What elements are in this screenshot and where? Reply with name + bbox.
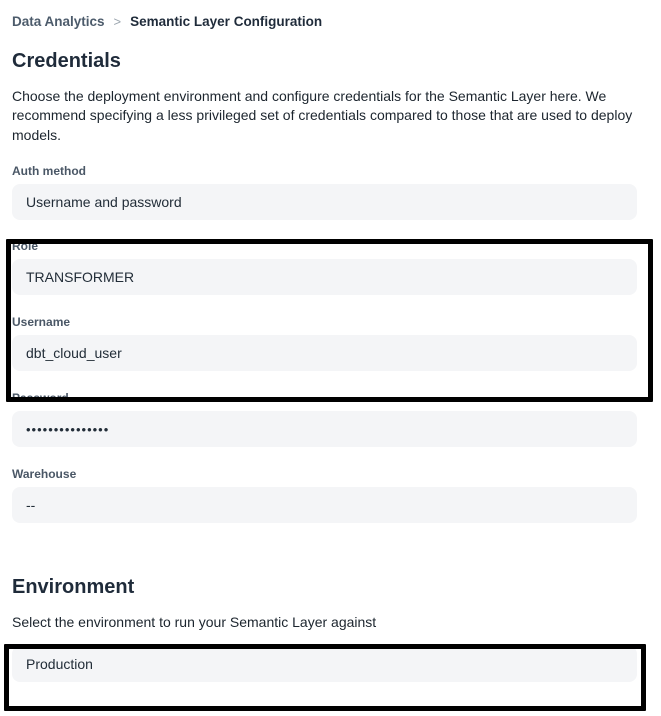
semantic-layer-config-page	[0, 13, 661, 716]
username-field-group	[12, 315, 637, 371]
environment-select[interactable]	[12, 646, 637, 682]
username-label: Username	[12, 315, 71, 330]
credentials-heading: Credentials	[12, 50, 121, 72]
breadcrumb-item-current: Semantic Layer Configuration	[130, 14, 323, 29]
environment-description: Select the environment to run your Semantic Layer against	[12, 614, 377, 631]
password-input[interactable]	[12, 411, 637, 447]
environment-field-group	[12, 646, 637, 682]
environment-heading: Environment	[12, 576, 135, 599]
breadcrumb	[12, 13, 637, 30]
warehouse-label: Warehouse	[12, 467, 77, 482]
credentials-description: Choose the deployment environment and configure credentials for the Semantic Layer here. We recommend specifying a less privileged set of credentials compared to those that are used to deploy models.	[12, 88, 633, 143]
password-field-group	[12, 391, 637, 447]
role-field-group	[12, 239, 637, 295]
username-input[interactable]	[12, 335, 637, 371]
main-content	[0, 13, 661, 682]
auth-method-field-group	[12, 164, 637, 220]
auth-method-select[interactable]	[12, 184, 637, 220]
warehouse-input[interactable]	[12, 487, 637, 523]
auth-method-label: Auth method	[12, 164, 86, 179]
role-label: Role	[12, 239, 39, 254]
chevron-right-icon: >	[113, 14, 122, 29]
role-input[interactable]	[12, 259, 637, 295]
breadcrumb-item-data-analytics[interactable]: Data Analytics	[12, 14, 105, 29]
password-label: Password	[12, 391, 69, 406]
warehouse-field-group	[12, 467, 637, 523]
